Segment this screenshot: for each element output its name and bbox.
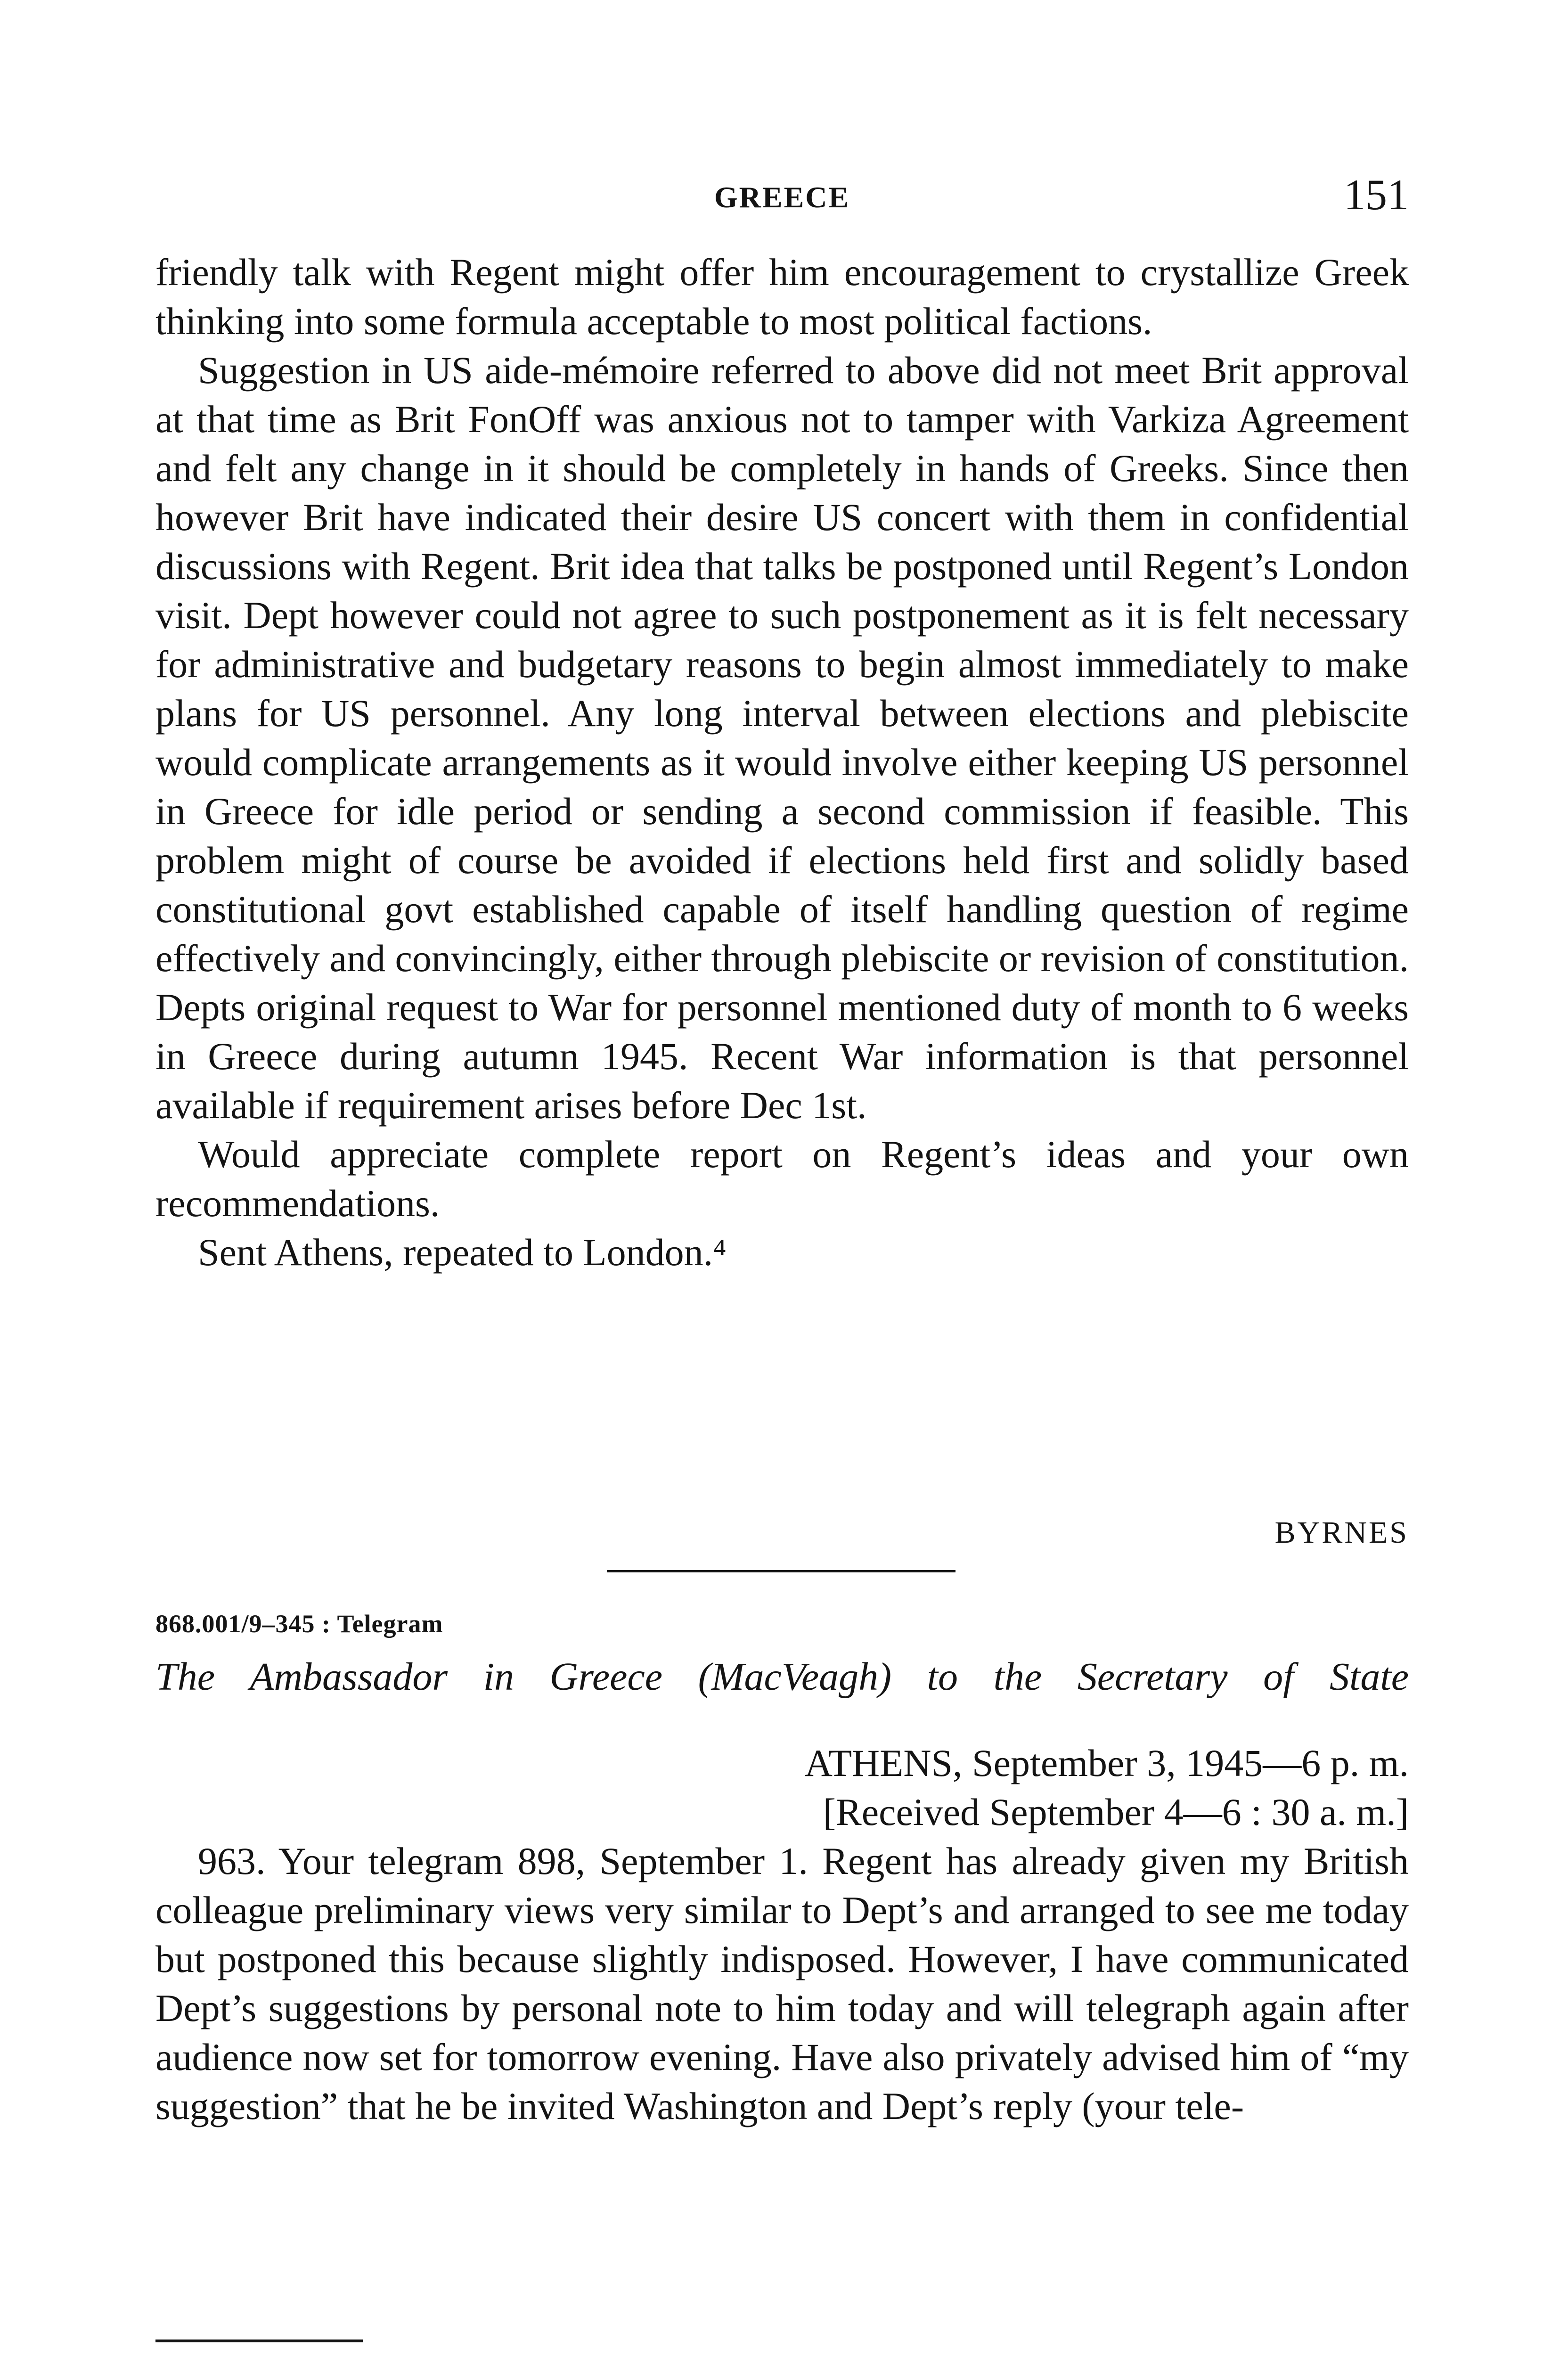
title-suffix: ) to the Secretary of State	[878, 1655, 1409, 1699]
paragraph-suggestion: Suggestion in US aide-mémoire referred to above did not meet Brit approval at that time as Brit FonOff was anxious not to tamper with Varkiza Agreement and felt any change in it should be completely in hands of Greeks. Since then however Brit have indicated their desire US concert with them in confidential discussions with Regent. Brit idea that talks be postponed until Regent’s London visit. Dept however could not agree to such postponement as it is felt necessary for administrative and budgetary reasons to begin almost immediately to make plans for US personnel. Any long interval between elections and plebiscite would complicate arrangements as it would involve either keeping US personnel in Greece for idle period or sending a second commission if feasible. This problem might of course be avoided if elections held first and solidly based constitutional govt established capable of itself handling question of regime effectively and convincingly, either through plebiscite or revision of constitution. Depts original request to War for personnel mentioned duty of month to 6 weeks in Greece during autumn 1945. Recent War information is that personnel available if requirement arises before Dec 1st.	[155, 349, 1409, 1127]
page-header	[155, 170, 1409, 221]
telegram-paragraph: 963. Your telegram 898, September 1. Regent has already given my British colleague preliminary views very similar to Dept’s and arranged to see me today but postponed this because slightly indisposed. However, I have communicated Dept’s suggestions by personal note to him today and will telegraph again after audience now set for tomorrow evening. Have also privately advised him of “my suggestion” that he be invited Washington and Dept’s reply (your tele-	[155, 1840, 1409, 2127]
body-text-top	[155, 248, 1409, 1277]
date-text: , September 3, 1945—6 p. m.	[953, 1742, 1409, 1784]
document-title	[155, 1654, 1409, 1700]
paragraph-request: Would appreciate complete report on Regent’s ideas and your own recommendations.	[155, 1133, 1409, 1225]
paragraph-continued: friendly talk with Regent might offer him encouragement to crystallize Greek thinking into some formula acceptable to most political factions.	[155, 251, 1409, 343]
paragraph-sent: Sent Athens, repeated to London.⁴	[198, 1231, 727, 1274]
dateline	[749, 1739, 1409, 1837]
page-number: 151	[1344, 171, 1409, 219]
section-divider	[607, 1570, 956, 1572]
body-text-telegram	[155, 1837, 1409, 2131]
place-name: ATHENS	[804, 1742, 953, 1784]
running-head: GREECE	[714, 180, 850, 214]
title-prefix: The Ambassador in Greece (	[155, 1655, 711, 1699]
signature: BYRNES	[1274, 1515, 1409, 1550]
received-line: [Received September 4—6 : 30 a. m.]	[823, 1791, 1409, 1833]
document-reference: 868.001/9–345 : Telegram	[155, 1610, 443, 1638]
footnote-rule	[155, 2340, 363, 2342]
title-name: MacVeagh	[711, 1655, 879, 1699]
date-line	[749, 1739, 1409, 1788]
